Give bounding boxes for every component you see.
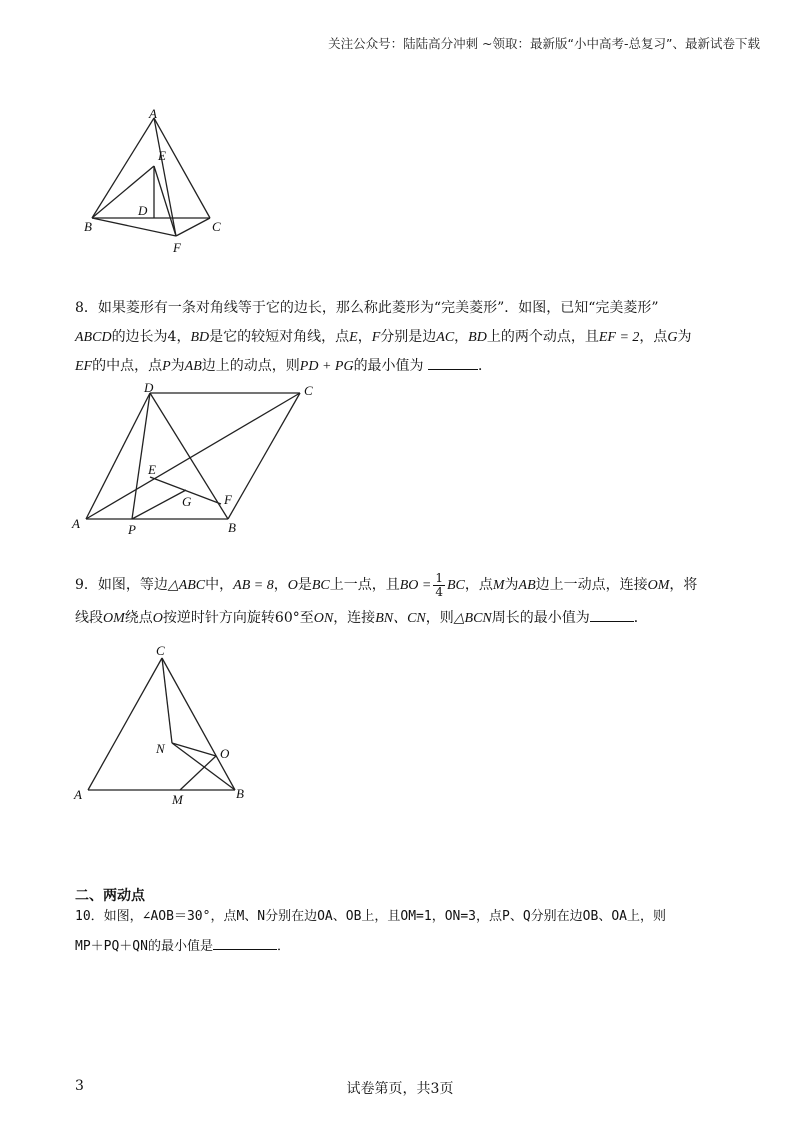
q9-line-2 [75, 602, 735, 635]
q8-text: 为 [170, 358, 185, 374]
q9-text: 周长的最小值为 [491, 610, 590, 626]
q8-ef-eq: EF = 2 [598, 330, 640, 345]
label-D: D [144, 380, 154, 395]
q9-text: 绕点 [124, 610, 153, 626]
q9-text: ，则 [425, 610, 454, 626]
q9-text: 按逆时针方向旋转 [162, 610, 275, 626]
q8-text: 分别是边 [380, 329, 437, 345]
question-10 [75, 902, 735, 962]
q10-line-1: 10．如图，∠AOB＝30°，点M、N分别在边OA、OB上，且OM=1，ON=3，点P、Q分别在边OB、OA上，则 [75, 909, 666, 924]
question-8 [75, 294, 735, 381]
q9-on: ON [313, 611, 334, 626]
q9-o: O [287, 578, 298, 593]
q9-bc: BC [311, 578, 330, 593]
q9-bc: BC [446, 578, 465, 593]
q9-o: O [152, 611, 163, 626]
q8-ac: AC [436, 330, 455, 345]
label-P: P [128, 522, 136, 537]
q9-text: ，将 [669, 577, 698, 593]
answer-blank[interactable] [590, 607, 634, 622]
page-number: 3 [75, 1078, 84, 1094]
q9-m: M [492, 578, 505, 593]
fraction-one-quarter [433, 572, 445, 599]
q8-line-3 [75, 352, 735, 381]
q8-line-2 [75, 323, 735, 352]
q9-tri-abc: △ABC [167, 578, 206, 593]
label-C: C [212, 219, 221, 234]
q8-abcd: ABCD [75, 330, 112, 345]
figure-q9-svg [70, 640, 270, 815]
q8-text: 为 [677, 329, 692, 345]
label-A: A [149, 106, 157, 121]
q9-ab: AB [518, 578, 536, 593]
q9-text: 至 [299, 610, 314, 626]
q10-text: MP＋PQ＋QN的最小值是 [75, 939, 213, 954]
frac-num: 1 [435, 570, 443, 585]
q8-text: ，点 [639, 329, 668, 345]
q10-text: ． [276, 939, 290, 954]
q8-line-1: 8．如果菱形有一条对角线等于它的边长，那么称此菱形为“完美菱形”．如图，已知“完美菱形” [75, 300, 659, 316]
q8-g: G [667, 330, 678, 345]
q8-text: 的中点，点 [92, 358, 163, 374]
label-C: C [156, 643, 165, 658]
q8-bd: BD [468, 330, 487, 345]
q9-text: 上一点，且 [329, 577, 400, 593]
label-C: C [304, 383, 313, 398]
page-header: 关注公众号：陆陆高分冲刺 ~领取：最新版“小中高考-总复习”、最新试卷下载 [328, 36, 760, 51]
label-N: N [156, 741, 165, 756]
label-D: D [138, 203, 148, 218]
q9-bo: BO = [399, 578, 432, 593]
q9-ab8: AB = 8 [233, 578, 274, 593]
figure-rhombus-abcd [68, 382, 328, 542]
figure-equilateral-abc [70, 640, 270, 815]
q8-text: 是它的较短对角线，点 [209, 329, 350, 345]
q9-line-1 [75, 569, 735, 602]
label-B: B [236, 786, 244, 801]
q8-text: 边上的动点，则 [201, 358, 300, 374]
q8-ab: AB [184, 359, 202, 374]
q9-text: 中， [205, 577, 234, 593]
q9-text: ，连接 [333, 610, 376, 626]
q9-text: 是 [297, 577, 312, 593]
q8-text: ． [478, 358, 493, 374]
label-G: G [182, 494, 192, 509]
q9-bn-cn: BN、CN [375, 611, 426, 626]
label-A: A [74, 787, 82, 802]
q9-text: ，点 [464, 577, 493, 593]
q9-text: 线段 [75, 610, 103, 626]
label-M: M [172, 792, 183, 807]
label-E: E [158, 148, 166, 163]
label-O: O [220, 746, 230, 761]
question-9 [75, 569, 735, 635]
q8-ef: EF [75, 359, 93, 374]
figure-q8-svg [68, 382, 328, 542]
q10-line-2 [75, 932, 735, 962]
q9-text: ． [633, 610, 648, 626]
answer-blank[interactable] [428, 355, 478, 370]
label-E: E [148, 462, 156, 477]
q8-text: 的边长为4， [111, 329, 191, 345]
q8-text: 的最小值为 [353, 358, 424, 374]
answer-blank[interactable] [213, 935, 277, 950]
q8-pd-pg: PD + PG [299, 359, 354, 374]
q8-text: 上的两个动点，且 [486, 329, 599, 345]
figure-top-svg [80, 108, 240, 258]
q9-text: 9．如图，等边 [75, 577, 168, 593]
q8-text: ， [454, 329, 469, 345]
q8-bd: BD [190, 330, 210, 345]
frac-den: 4 [435, 584, 443, 599]
q9-text: 边上一动点，连接 [535, 577, 648, 593]
q8-p: P [162, 359, 171, 374]
q9-text: ， [273, 577, 288, 593]
q9-text: 为 [504, 577, 519, 593]
q9-tri-bcn: △BCN [453, 611, 492, 626]
label-B: B [84, 219, 92, 234]
q8-e: E [349, 330, 358, 345]
label-F: F [173, 240, 181, 255]
page-footer: 试卷第页，共3页 [346, 1081, 454, 1097]
q9-om: OM [103, 611, 125, 626]
q8-text: ， [357, 329, 372, 345]
label-F: F [224, 492, 232, 507]
label-A: A [72, 516, 80, 531]
q9-degree: 60° [274, 610, 300, 626]
q8-f: F [371, 330, 381, 345]
figure-triangle-abc-ef [80, 108, 240, 258]
section-title: 二、两动点 [75, 888, 145, 904]
label-B: B [228, 520, 236, 535]
q9-om: OM [647, 578, 670, 593]
